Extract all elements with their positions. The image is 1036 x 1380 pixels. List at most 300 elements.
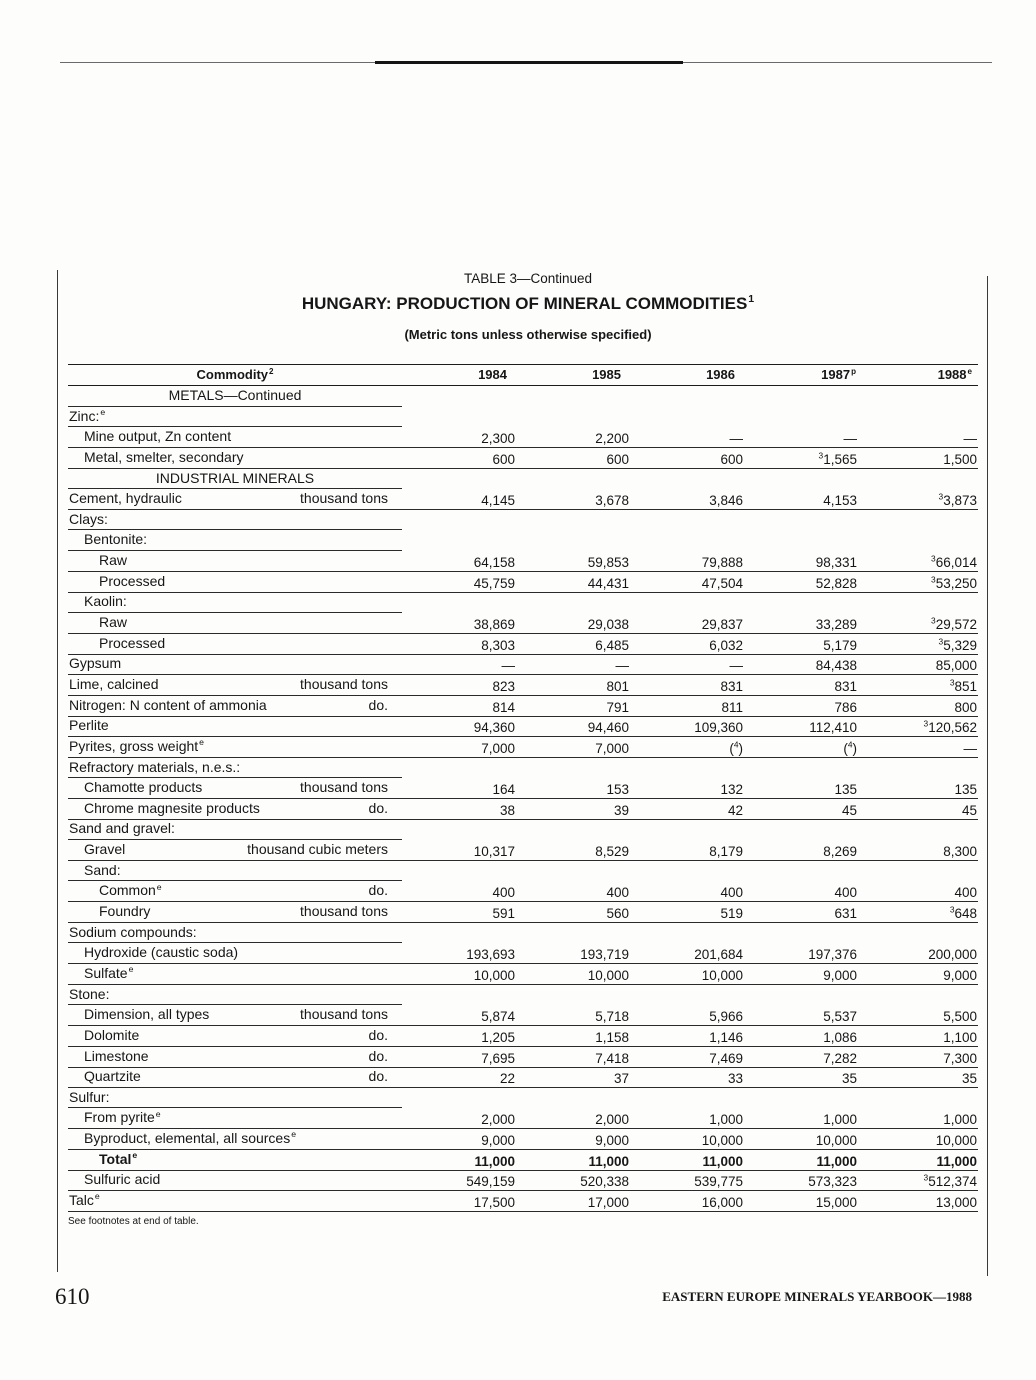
commodity-label: Common bbox=[99, 882, 156, 899]
year-label: 1984 bbox=[478, 367, 507, 382]
value-cell bbox=[402, 881, 515, 902]
commodity-cell bbox=[68, 1108, 402, 1129]
commodity-cell bbox=[68, 1005, 402, 1026]
value-text: 200,000 bbox=[928, 947, 977, 963]
value-text: 17,500 bbox=[473, 1194, 515, 1210]
commodity-label: Mine output, Zn content bbox=[84, 428, 232, 445]
year-label: 1988 bbox=[937, 367, 967, 382]
commodity-cell bbox=[68, 489, 402, 510]
value-cell bbox=[857, 1088, 978, 1109]
value-cell bbox=[515, 489, 629, 510]
footnote-marker: e bbox=[100, 406, 106, 417]
value-text: 2,200 bbox=[595, 431, 629, 447]
group-heading-row bbox=[68, 758, 978, 779]
commodity-label: Nitrogen: N content of ammonia bbox=[69, 696, 267, 713]
value-text: 8,179 bbox=[709, 844, 743, 860]
commodity-label: Sand: bbox=[84, 861, 121, 878]
value-cell bbox=[857, 1026, 978, 1047]
value-text: 109,360 bbox=[694, 720, 743, 736]
value-text: 1,158 bbox=[595, 1029, 629, 1045]
commodity-label: Gravel bbox=[84, 841, 126, 858]
value-text: 512,374 bbox=[928, 1174, 977, 1190]
value-cell bbox=[402, 1005, 515, 1026]
value-text: 45 bbox=[961, 802, 977, 818]
value-cell bbox=[743, 840, 857, 861]
value-cell bbox=[629, 530, 743, 551]
value-cell bbox=[857, 448, 978, 469]
value-text: 8,300 bbox=[943, 844, 977, 860]
value-cell bbox=[743, 407, 857, 428]
value-cell bbox=[515, 634, 629, 655]
value-text: 1,146 bbox=[709, 1029, 743, 1045]
value-text: 648 bbox=[954, 906, 977, 922]
value-text: 3,678 bbox=[595, 493, 629, 509]
value-text: 9,000 bbox=[481, 1133, 515, 1149]
commodity-cell bbox=[68, 1129, 402, 1150]
value-cell bbox=[402, 469, 515, 490]
commodity-cell bbox=[68, 654, 402, 675]
value-cell bbox=[515, 530, 629, 551]
value-cell bbox=[629, 696, 743, 717]
value-text: 400 bbox=[834, 885, 857, 901]
value-cell bbox=[629, 737, 743, 758]
year-column-header bbox=[743, 365, 857, 385]
commodity-label: Dimension, all types bbox=[84, 1006, 210, 1023]
table-row bbox=[68, 964, 978, 985]
table-title bbox=[58, 293, 998, 315]
value-cell bbox=[402, 1150, 515, 1171]
value-cell bbox=[857, 964, 978, 985]
value-text: 631 bbox=[834, 906, 857, 922]
value-text: 7,000 bbox=[595, 740, 629, 756]
value-text: 94,360 bbox=[473, 720, 515, 736]
value-cell bbox=[402, 675, 515, 696]
value-cell bbox=[743, 923, 857, 944]
unit-label: do. bbox=[368, 882, 388, 899]
group-heading-row bbox=[68, 407, 978, 428]
value-cell bbox=[629, 1170, 743, 1191]
value-cell bbox=[857, 551, 978, 572]
value-cell bbox=[857, 489, 978, 510]
value-cell bbox=[857, 407, 978, 428]
footnote-marker: 3 bbox=[818, 450, 824, 461]
value-text: — bbox=[843, 431, 857, 447]
value-text: 84,438 bbox=[815, 658, 857, 674]
value-text: 11,000 bbox=[816, 1153, 857, 1169]
value-text: 4,145 bbox=[481, 493, 515, 509]
value-text: 4,153 bbox=[823, 493, 857, 509]
value-text: 5,537 bbox=[823, 1009, 857, 1025]
estimate-marker: e bbox=[967, 366, 972, 376]
value-text: 5,966 bbox=[709, 1009, 743, 1025]
footnote-marker: 3 bbox=[949, 904, 955, 915]
value-cell bbox=[629, 675, 743, 696]
value-text: 45 bbox=[841, 802, 857, 818]
year-column-header bbox=[402, 365, 515, 385]
commodity-cell bbox=[68, 840, 402, 861]
value-cell bbox=[402, 819, 515, 840]
table-row bbox=[68, 696, 978, 717]
section-heading bbox=[68, 469, 402, 490]
table-caption: TABLE 3—Continued bbox=[463, 271, 593, 286]
commodity-cell bbox=[68, 696, 402, 717]
commodity-label: Total bbox=[99, 1150, 132, 1167]
value-cell bbox=[402, 1170, 515, 1191]
commodity-label: Chrome magnesite products bbox=[84, 799, 260, 816]
value-cell bbox=[515, 1047, 629, 1068]
value-text: 37 bbox=[613, 1071, 629, 1087]
value-cell bbox=[515, 778, 629, 799]
value-text: 120,562 bbox=[928, 720, 977, 736]
footnote-marker: e bbox=[94, 1191, 100, 1202]
value-text: 53,250 bbox=[935, 575, 977, 591]
value-text: 85,000 bbox=[935, 658, 977, 674]
value-cell bbox=[629, 1026, 743, 1047]
value-text: 66,014 bbox=[935, 555, 977, 571]
value-cell bbox=[515, 1005, 629, 1026]
commodity-label: Hydroxide (caustic soda) bbox=[84, 944, 239, 961]
commodity-cell bbox=[68, 1088, 402, 1109]
commodity-label: Talc bbox=[69, 1191, 94, 1208]
value-text: 10,317 bbox=[473, 844, 515, 860]
value-cell bbox=[402, 530, 515, 551]
value-cell bbox=[743, 1129, 857, 1150]
commodity-cell bbox=[68, 407, 402, 428]
value-text: 193,693 bbox=[466, 947, 515, 963]
value-cell bbox=[402, 386, 515, 407]
unit-label: thousand tons bbox=[300, 1006, 388, 1023]
commodity-cell bbox=[68, 427, 402, 448]
commodity-label: Processed bbox=[99, 634, 166, 651]
commodity-label: Bentonite: bbox=[84, 531, 148, 548]
value-cell bbox=[743, 489, 857, 510]
value-text: 132 bbox=[720, 782, 743, 798]
value-text: 7,469 bbox=[709, 1050, 743, 1066]
commodity-cell bbox=[68, 1170, 402, 1191]
value-text: 11,000 bbox=[474, 1153, 515, 1169]
value-text: 400 bbox=[720, 885, 743, 901]
value-cell bbox=[515, 902, 629, 923]
value-cell bbox=[515, 1067, 629, 1088]
value-cell bbox=[857, 881, 978, 902]
commodity-cell bbox=[68, 448, 402, 469]
value-cell bbox=[857, 1170, 978, 1191]
value-text: 5,179 bbox=[823, 637, 857, 653]
commodity-cell bbox=[68, 1067, 402, 1088]
year-label: 1987 bbox=[821, 367, 851, 382]
unit-label: do. bbox=[368, 799, 388, 816]
value-cell bbox=[629, 1005, 743, 1026]
value-cell bbox=[857, 923, 978, 944]
value-cell bbox=[515, 737, 629, 758]
value-text: 7,695 bbox=[481, 1050, 515, 1066]
page-number: 610 bbox=[55, 1284, 90, 1309]
table-row bbox=[68, 1191, 978, 1212]
value-cell bbox=[857, 758, 978, 779]
value-cell bbox=[402, 840, 515, 861]
footnote-marker: 3 bbox=[938, 491, 944, 502]
value-text: 9,000 bbox=[943, 967, 977, 983]
value-text: 153 bbox=[606, 782, 629, 798]
value-text: 549,159 bbox=[466, 1174, 515, 1190]
value-text: 1,000 bbox=[823, 1112, 857, 1128]
section-heading-row bbox=[68, 386, 978, 407]
value-text: 59,853 bbox=[587, 555, 629, 571]
value-cell bbox=[402, 592, 515, 613]
value-text: — bbox=[963, 740, 977, 756]
top-rule-accent bbox=[375, 61, 683, 64]
value-cell bbox=[515, 943, 629, 964]
value-cell bbox=[629, 1150, 743, 1171]
year-label: 1985 bbox=[592, 367, 621, 382]
commodity-cell bbox=[68, 964, 402, 985]
value-cell bbox=[629, 799, 743, 820]
value-cell bbox=[515, 985, 629, 1006]
value-cell bbox=[515, 675, 629, 696]
value-text: 814 bbox=[492, 699, 515, 715]
value-text: 600 bbox=[492, 451, 515, 467]
value-cell bbox=[402, 1088, 515, 1109]
commodity-label: Perlite bbox=[69, 717, 109, 734]
table-row bbox=[68, 943, 978, 964]
value-cell bbox=[629, 758, 743, 779]
value-cell bbox=[629, 716, 743, 737]
value-text: 851 bbox=[954, 678, 977, 694]
footnote-marker: e bbox=[156, 881, 162, 892]
unit-label: thousand tons bbox=[300, 675, 388, 692]
value-cell bbox=[515, 799, 629, 820]
value-text: 38 bbox=[499, 802, 515, 818]
value-cell bbox=[743, 799, 857, 820]
value-text: 1,565 bbox=[823, 451, 857, 467]
value-text: 9,000 bbox=[595, 1133, 629, 1149]
commodity-cell bbox=[68, 799, 402, 820]
value-cell bbox=[743, 613, 857, 634]
total-row bbox=[68, 1150, 978, 1171]
value-text: 7,282 bbox=[823, 1050, 857, 1066]
value-cell bbox=[743, 386, 857, 407]
value-cell bbox=[743, 964, 857, 985]
footnote-marker: 3 bbox=[931, 615, 936, 626]
value-text: 400 bbox=[492, 885, 515, 901]
value-text: 1,100 bbox=[943, 1029, 977, 1045]
value-cell bbox=[402, 427, 515, 448]
value-cell bbox=[402, 1108, 515, 1129]
value-text: 519 bbox=[720, 906, 743, 922]
table-row bbox=[68, 489, 978, 510]
value-cell bbox=[743, 696, 857, 717]
value-text: — bbox=[963, 431, 977, 447]
commodity-label: Pyrites, gross weight bbox=[69, 737, 199, 754]
running-title: EASTERN EUROPE MINERALS YEARBOOK—1988 bbox=[662, 1289, 972, 1304]
value-cell bbox=[402, 407, 515, 428]
value-cell bbox=[857, 675, 978, 696]
value-text: 16,000 bbox=[701, 1194, 743, 1210]
commodity-label: Limestone bbox=[84, 1047, 149, 1064]
value-cell bbox=[743, 634, 857, 655]
value-text: 135 bbox=[834, 782, 857, 798]
value-cell bbox=[743, 592, 857, 613]
unit-label: do. bbox=[368, 1047, 388, 1064]
value-cell bbox=[743, 1150, 857, 1171]
unit-label: thousand tons bbox=[300, 903, 388, 920]
value-cell bbox=[743, 778, 857, 799]
table-row bbox=[68, 1170, 978, 1191]
table-row bbox=[68, 840, 978, 861]
value-cell bbox=[743, 1026, 857, 1047]
value-cell bbox=[743, 675, 857, 696]
value-text: 10,000 bbox=[815, 1133, 857, 1149]
value-text: 33,289 bbox=[815, 617, 857, 633]
value-cell bbox=[629, 819, 743, 840]
value-text: 13,000 bbox=[935, 1194, 977, 1210]
value-text: 6,032 bbox=[709, 637, 743, 653]
commodity-label: Stone: bbox=[69, 985, 110, 1002]
value-cell bbox=[743, 510, 857, 531]
footnote-marker: 3 bbox=[931, 574, 936, 585]
commodity-cell bbox=[68, 1047, 402, 1068]
value-cell bbox=[402, 758, 515, 779]
value-text: 1,086 bbox=[823, 1029, 857, 1045]
value-cell bbox=[515, 510, 629, 531]
value-text: 29,572 bbox=[935, 617, 977, 633]
unit-label: thousand cubic meters bbox=[247, 841, 388, 858]
value-text: 3,846 bbox=[709, 493, 743, 509]
year-column-header bbox=[515, 365, 629, 385]
value-text: 8,303 bbox=[481, 637, 515, 653]
value-cell bbox=[402, 985, 515, 1006]
value-cell bbox=[515, 448, 629, 469]
value-cell bbox=[402, 861, 515, 882]
value-cell bbox=[515, 1026, 629, 1047]
value-cell bbox=[743, 758, 857, 779]
value-cell bbox=[857, 613, 978, 634]
table-row bbox=[68, 1005, 978, 1026]
value-cell bbox=[629, 964, 743, 985]
commodity-cell bbox=[68, 861, 402, 882]
group-heading-row bbox=[68, 819, 978, 840]
value-cell bbox=[515, 407, 629, 428]
footnote-marker: e bbox=[291, 1129, 297, 1140]
group-heading-row bbox=[68, 1088, 978, 1109]
group-heading-row bbox=[68, 985, 978, 1006]
value-cell bbox=[402, 1191, 515, 1212]
value-text: 10,000 bbox=[473, 967, 515, 983]
commodity-label: Metal, smelter, secondary bbox=[84, 448, 244, 465]
value-cell bbox=[402, 634, 515, 655]
group-heading-row bbox=[68, 530, 978, 551]
table-row bbox=[68, 1026, 978, 1047]
commodity-label: Sulfate bbox=[84, 964, 128, 981]
commodity-label: Cement, hydraulic bbox=[69, 490, 182, 507]
value-cell bbox=[857, 861, 978, 882]
footnote-marker: 3 bbox=[931, 553, 936, 564]
unit-label: thousand tons bbox=[300, 779, 388, 796]
value-cell bbox=[743, 469, 857, 490]
commodity-column-header bbox=[68, 365, 402, 385]
value-text: 112,410 bbox=[809, 720, 857, 736]
value-cell bbox=[743, 1108, 857, 1129]
value-cell bbox=[857, 634, 978, 655]
value-text: 94,460 bbox=[587, 720, 629, 736]
unit-label: do. bbox=[368, 1068, 388, 1085]
value-cell bbox=[857, 716, 978, 737]
section-heading-row bbox=[68, 469, 978, 490]
group-heading-row bbox=[68, 592, 978, 613]
commodity-cell bbox=[68, 758, 402, 779]
table-row bbox=[68, 448, 978, 469]
value-text: — bbox=[729, 658, 743, 674]
table-row bbox=[68, 675, 978, 696]
commodity-label: Quartzite bbox=[84, 1068, 141, 1085]
value-text: 35 bbox=[841, 1071, 857, 1087]
value-cell bbox=[743, 1005, 857, 1026]
commodity-cell bbox=[68, 943, 402, 964]
value-text: 786 bbox=[834, 699, 857, 715]
value-text: 573,323 bbox=[808, 1174, 857, 1190]
value-text: 9,000 bbox=[823, 967, 857, 983]
value-cell bbox=[402, 489, 515, 510]
value-text: 11,000 bbox=[588, 1153, 629, 1169]
value-text: 135 bbox=[954, 782, 977, 798]
value-cell bbox=[629, 923, 743, 944]
value-cell bbox=[629, 1067, 743, 1088]
value-text: 47,504 bbox=[701, 575, 743, 591]
value-cell bbox=[402, 696, 515, 717]
value-text: 7,000 bbox=[481, 740, 515, 756]
year-column-header bbox=[629, 365, 743, 385]
commodity-header-label: Commodity bbox=[196, 367, 268, 382]
value-cell bbox=[515, 592, 629, 613]
commodity-cell bbox=[68, 985, 402, 1006]
table-body bbox=[68, 386, 978, 1212]
commodity-cell bbox=[68, 923, 402, 944]
commodity-cell bbox=[68, 819, 402, 840]
commodity-label: INDUSTRIAL MINERALS bbox=[155, 469, 315, 486]
commodity-cell bbox=[68, 716, 402, 737]
value-cell bbox=[857, 427, 978, 448]
value-text: 29,837 bbox=[701, 617, 743, 633]
value-cell bbox=[515, 427, 629, 448]
value-text: 15,000 bbox=[815, 1194, 857, 1210]
value-cell bbox=[629, 1191, 743, 1212]
value-cell bbox=[402, 1026, 515, 1047]
commodity-label: Sand and gravel: bbox=[69, 820, 175, 837]
value-cell bbox=[857, 469, 978, 490]
value-cell bbox=[629, 572, 743, 593]
value-cell bbox=[629, 1129, 743, 1150]
value-cell bbox=[743, 1067, 857, 1088]
value-cell bbox=[857, 737, 978, 758]
commodity-label: Refractory materials, n.e.s.: bbox=[69, 758, 241, 775]
value-text: 400 bbox=[954, 885, 977, 901]
commodity-cell bbox=[68, 510, 402, 531]
value-text: 29,038 bbox=[587, 617, 629, 633]
commodity-label: Dolomite bbox=[84, 1026, 140, 1043]
value-cell bbox=[629, 1088, 743, 1109]
commodity-label: Zinc: bbox=[69, 407, 100, 424]
footnote-marker: 2 bbox=[269, 366, 274, 376]
year-column-header bbox=[857, 365, 978, 385]
commodity-label: Lime, calcined bbox=[69, 675, 159, 692]
footnote-marker: e bbox=[128, 964, 134, 975]
table-row bbox=[68, 1067, 978, 1088]
commodity-label: Sodium compounds: bbox=[69, 923, 197, 940]
value-text: 1,205 bbox=[481, 1029, 515, 1045]
commodity-cell bbox=[68, 592, 402, 613]
value-cell bbox=[743, 1170, 857, 1191]
value-text: 38,869 bbox=[473, 617, 515, 633]
